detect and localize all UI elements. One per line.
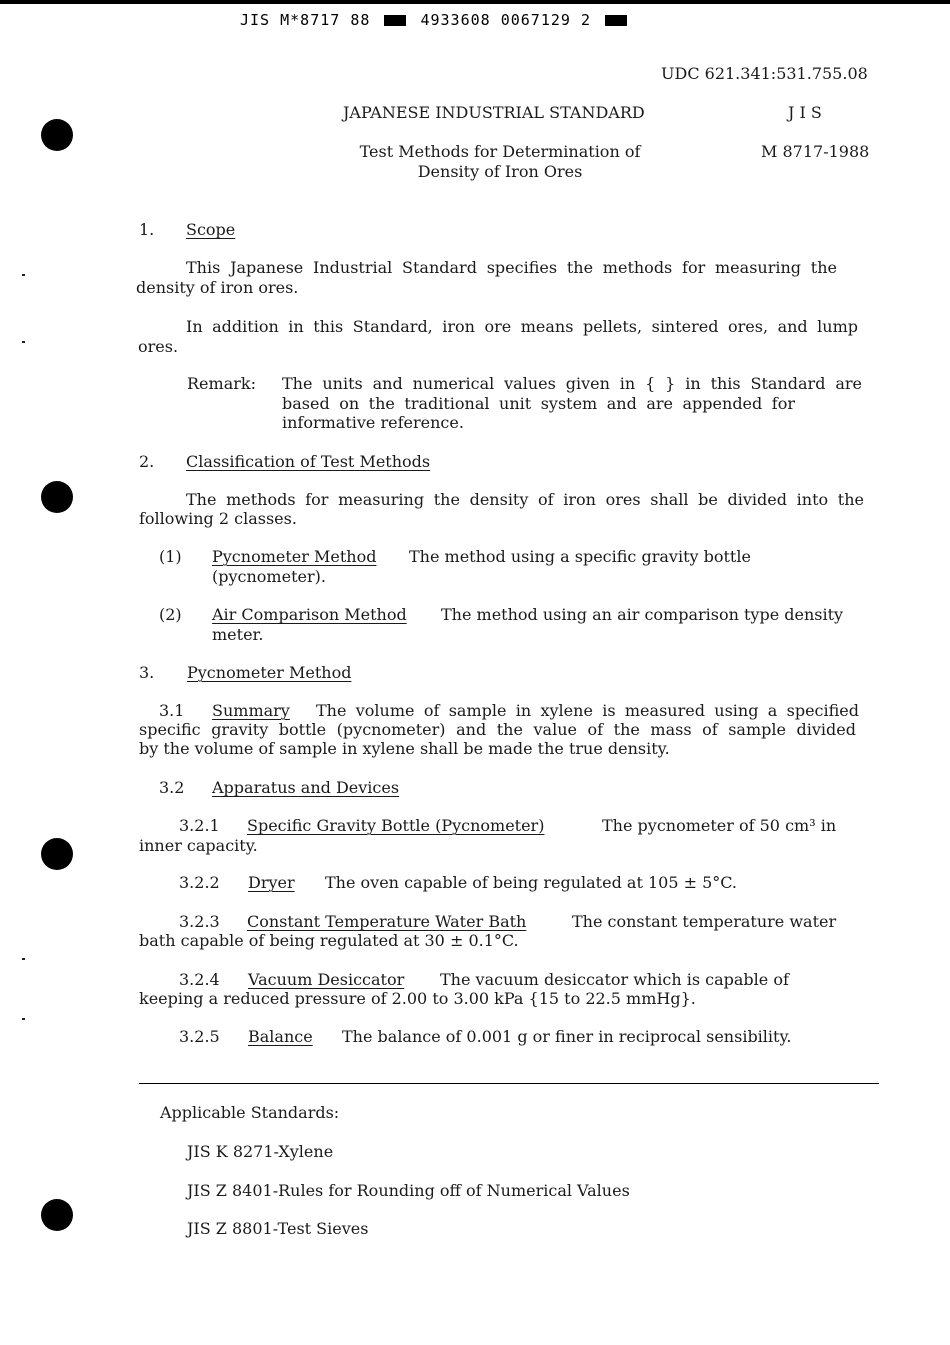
clause-text: The constant temperature water: [572, 912, 837, 931]
scan-speck: [22, 274, 25, 276]
standard-title: JAPANESE INDUSTRIAL STANDARD: [343, 103, 645, 122]
scan-speck: [22, 958, 25, 960]
section-heading-pycnometer: Pycnometer Method: [187, 663, 352, 682]
paragraph-line: This Japanese Industrial Standard specifies the methods for measuring the: [186, 258, 837, 277]
document-title-line2: Density of Iron Ores: [417, 162, 583, 181]
method-description: The method using an air comparison type density: [441, 605, 844, 624]
paragraph-line: ores.: [138, 337, 179, 356]
subsection-number: 3.2: [159, 778, 185, 797]
header-code-part1: JIS M*8717 88: [240, 11, 371, 29]
remark-line: The units and numerical values given in { } in this Standard are: [282, 374, 862, 393]
clause-number: 3.2.1: [179, 816, 220, 835]
paragraph-line: density of iron ores.: [136, 278, 299, 297]
clause-heading-vacuum-desiccator: Vacuum Desiccator: [248, 970, 405, 989]
top-border: [0, 0, 950, 4]
subsection-heading-apparatus: Apparatus and Devices: [212, 778, 400, 797]
punch-hole: [41, 481, 73, 513]
remark-line: based on the traditional unit system and are appended for: [282, 394, 795, 413]
section-heading-scope: Scope: [186, 220, 236, 239]
punch-hole: [41, 1199, 73, 1231]
method-description: The method using a specific gravity bottle: [409, 547, 751, 566]
section-heading-classification: Classification of Test Methods: [186, 452, 431, 471]
section-number: 1.: [139, 220, 155, 239]
clause-number: 3.2.5: [179, 1027, 220, 1046]
paragraph-line: The methods for measuring the density of iron ores shall be divided into the: [186, 490, 864, 509]
paragraph-line: following 2 classes.: [139, 509, 297, 528]
remark-line: informative reference.: [282, 413, 464, 432]
document-number: M 8717-1988: [761, 142, 870, 161]
method-title-air-comparison: Air Comparison Method: [212, 605, 407, 624]
clause-text: keeping a reduced pressure of 2.00 to 3.00 kPa {15 to 22.5 mmHg}.: [139, 989, 696, 1008]
clause-text: The vacuum desiccator which is capable of: [440, 970, 789, 989]
subsection-heading-summary: Summary: [212, 701, 290, 720]
clause-text: bath capable of being regulated at 30 ± 0.1°C.: [139, 931, 519, 950]
paragraph-line: specific gravity bottle (pycnometer) and the value of the mass of sample divided: [139, 720, 856, 739]
paragraph-line: In addition in this Standard, iron ore means pellets, sintered ores, and lump: [186, 317, 858, 336]
header-code: [240, 10, 631, 30]
clause-text: The balance of 0.001 g or finer in reciprocal sensibility.: [342, 1027, 792, 1046]
clause-heading-balance: Balance: [248, 1027, 313, 1046]
referenced-standard: JIS K 8271-Xylene: [187, 1142, 334, 1161]
scan-speck: [22, 341, 25, 343]
clause-text: The oven capable of being regulated at 105 ± 5°C.: [325, 873, 738, 892]
punch-hole: [41, 119, 73, 151]
jis-mark: J I S: [788, 103, 822, 122]
method-title-pycnometer: Pycnometer Method: [212, 547, 377, 566]
referenced-standard: JIS Z 8401-Rules for Rounding off of Numerical Values: [187, 1181, 630, 1200]
list-number: (1): [159, 547, 182, 566]
clause-text: The pycnometer of 50 cm³ in: [602, 816, 837, 835]
punch-hole: [41, 838, 73, 870]
udc-code: UDC 621.341:531.755.08: [661, 64, 868, 83]
referenced-standard: JIS Z 8801-Test Sieves: [187, 1219, 369, 1238]
remark-label: Remark:: [187, 374, 256, 393]
section-number: 2.: [139, 452, 155, 471]
paragraph-line: by the volume of sample in xylene shall be made the true density.: [139, 739, 670, 758]
method-description: meter.: [212, 625, 264, 644]
document-title: [330, 142, 670, 182]
black-block-mark: [605, 15, 627, 26]
header-code-part2: 4933608 0067129 2: [420, 11, 591, 29]
document-title-line1: Test Methods for Determination of: [359, 142, 641, 161]
subsection-number: 3.1: [159, 701, 185, 720]
footnote-heading: Applicable Standards:: [160, 1103, 340, 1122]
paragraph-line: The volume of sample in xylene is measured using a specified: [316, 701, 859, 720]
footnote-divider: [139, 1083, 879, 1084]
method-description: (pycnometer).: [212, 567, 326, 586]
clause-heading-water-bath: Constant Temperature Water Bath: [247, 912, 527, 931]
scan-speck: [22, 1018, 25, 1020]
black-block-mark: [384, 15, 406, 26]
clause-heading-dryer: Dryer: [248, 873, 295, 892]
clause-heading-specific-gravity-bottle: Specific Gravity Bottle (Pycnometer): [247, 816, 545, 835]
clause-text: inner capacity.: [139, 836, 258, 855]
section-number: 3.: [139, 663, 155, 682]
clause-number: 3.2.2: [179, 873, 220, 892]
clause-number: 3.2.4: [179, 970, 220, 989]
list-number: (2): [159, 605, 182, 624]
clause-number: 3.2.3: [179, 912, 220, 931]
